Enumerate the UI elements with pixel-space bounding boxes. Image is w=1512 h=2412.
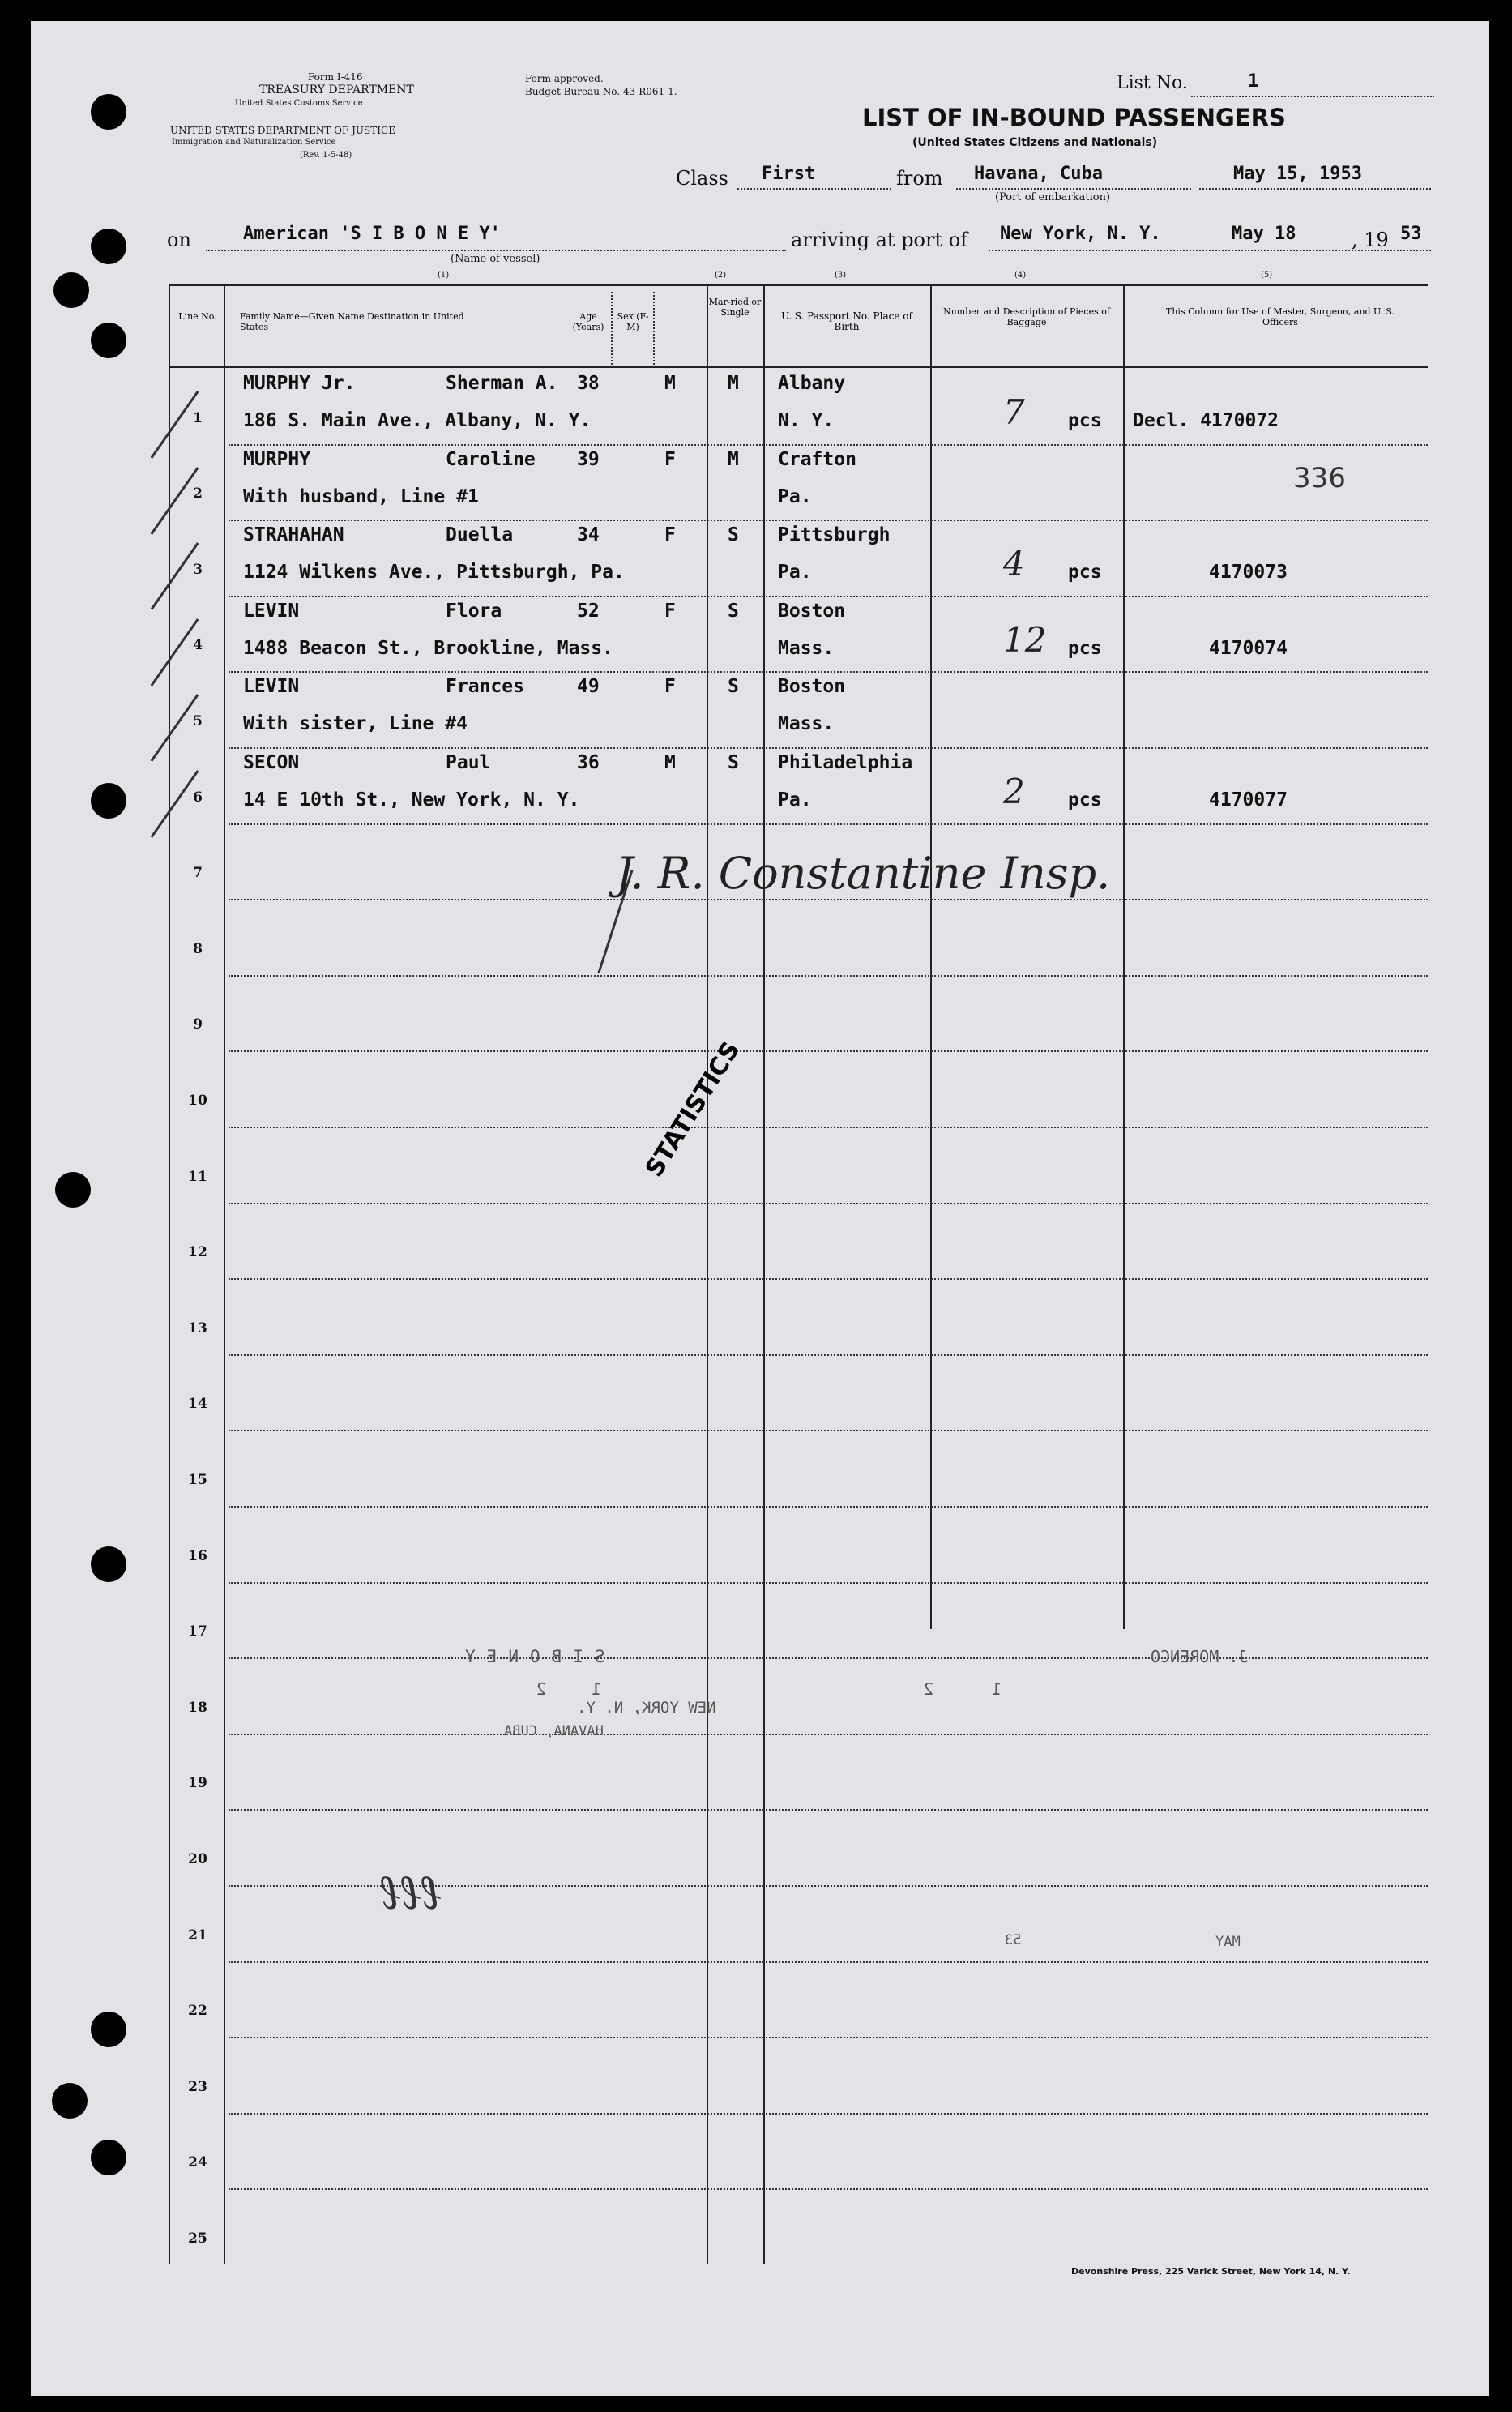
row-rule (229, 2113, 1428, 2115)
col-num-2: (2) (715, 271, 727, 280)
bleed-year: 53 (1005, 1932, 1022, 1948)
line-number: 16 (188, 1547, 207, 1564)
baggage-unit: pcs (1068, 789, 1102, 810)
marital-status: S (728, 752, 739, 773)
header-line-no: Line No. (178, 311, 217, 322)
family-name: LEVIN (243, 676, 300, 698)
birthplace-state: Mass. (778, 637, 835, 659)
port-embark-caption: (Port of embarkation) (995, 191, 1111, 203)
header-married: Mar-ried or Single (708, 297, 762, 318)
row-rule (229, 975, 1428, 977)
bleed-signature: ℓℓℓ (381, 1864, 442, 1921)
line-number: 6 (193, 789, 203, 806)
birthplace-city: Philadelphia (778, 752, 913, 773)
line-number: 2 (193, 485, 203, 502)
date-rule (1199, 188, 1431, 190)
col-divider-married-left (707, 284, 708, 2264)
given-name: Duella (446, 524, 514, 546)
line-number: 11 (188, 1168, 207, 1185)
baggage-count: 12 (1003, 619, 1047, 660)
row-rule (229, 1354, 1428, 1356)
punch-hole (91, 1546, 126, 1582)
sex: F (664, 600, 676, 622)
line-number: 14 (188, 1396, 207, 1413)
baggage-unit: pcs (1068, 562, 1102, 584)
given-name: Sherman A. (446, 373, 558, 394)
sex: F (664, 676, 676, 698)
bleed-vessel: SIBONEY (454, 1647, 605, 1666)
row-rule (229, 1278, 1428, 1280)
officer-note: 336 (1293, 461, 1346, 494)
age: 49 (577, 676, 600, 698)
row-rule (229, 671, 1428, 673)
treasury-dept: TREASURY DEPARTMENT (259, 83, 414, 96)
row-rule (229, 1050, 1428, 1052)
row-rule (229, 1506, 1428, 1508)
class-value: First (762, 164, 816, 184)
sex: M (664, 373, 676, 394)
baggage-unit: pcs (1068, 410, 1102, 431)
destination: With sister, Line #4 (243, 713, 468, 735)
baggage-count: 4 (1003, 544, 1025, 584)
age: 34 (577, 524, 600, 546)
destination: With husband, Line #1 (243, 485, 479, 507)
col-divider-married-right (763, 284, 765, 2264)
line-number: 20 (188, 1851, 207, 1867)
given-name: Paul (446, 752, 491, 773)
header-officers: This Column for Use of Master, Surgeon, and U. S. Officers (1166, 306, 1395, 327)
row-rule (229, 1127, 1428, 1128)
row-rule (229, 1430, 1428, 1431)
form-rev: (Rev. 1-5-48) (300, 151, 352, 160)
class-rule (737, 188, 891, 190)
form-approved: Form approved. (525, 73, 604, 84)
statistics-stamp: STATISTICS (640, 1037, 746, 1182)
birthplace-state: Pa. (778, 562, 812, 584)
birthplace-city: Boston (778, 676, 846, 698)
arriving-label: arriving at port of (791, 229, 968, 251)
arrival-date: May 18 (1232, 224, 1296, 244)
line-number: 23 (188, 2078, 207, 2095)
age: 36 (577, 752, 600, 773)
officer-note: 4170073 (1209, 562, 1288, 584)
header-sex: Sex (F-M) (617, 311, 649, 332)
row-rule (229, 823, 1428, 825)
sex: F (664, 448, 676, 470)
family-name: SECON (243, 752, 300, 773)
family-name: STRAHAHAN (243, 524, 344, 546)
col-divider-passport (930, 284, 932, 1629)
bleed-port: NEW YORK, N. Y. (577, 1699, 716, 1717)
sex: F (664, 524, 676, 546)
line-number: 17 (188, 1623, 207, 1640)
age: 52 (577, 600, 600, 622)
marital-status: S (728, 676, 739, 698)
depart-date: May 15, 1953 (1233, 164, 1362, 184)
line-number: 13 (188, 1319, 207, 1336)
punch-hole (91, 2012, 126, 2047)
marital-status: S (728, 524, 739, 546)
birthplace-state: Mass. (778, 713, 835, 735)
officer-note: Decl. 4170072 (1133, 410, 1279, 431)
officer-note: 4170077 (1209, 789, 1288, 810)
line-number: 7 (193, 865, 203, 882)
given-name: Flora (446, 600, 502, 622)
header-age: Age (Years) (572, 311, 604, 332)
family-name: LEVIN (243, 600, 300, 622)
form-number: Form I-416 (308, 71, 363, 83)
arrival-port: New York, N. Y. (1000, 224, 1161, 244)
table-top-rule (169, 284, 1428, 286)
bleed-nums-left: 1 2 (519, 1679, 602, 1699)
bleed-nums-right: 1 2 (899, 1679, 1002, 1699)
marital-status: M (728, 373, 739, 394)
header-name: Family Name—Given Name Destination in United States (240, 311, 464, 332)
family-name: MURPHY Jr. (243, 373, 356, 394)
destination: 186 S. Main Ave., Albany, N. Y. (243, 410, 592, 431)
from-value: Havana, Cuba (974, 164, 1103, 184)
punch-hole (91, 323, 126, 358)
row-rule (229, 596, 1428, 597)
customs-service: United States Customs Service (235, 99, 363, 108)
line-number: 25 (188, 2230, 207, 2247)
row-rule (229, 520, 1428, 521)
row-rule (229, 1961, 1428, 1963)
age: 38 (577, 373, 600, 394)
baggage-unit: pcs (1068, 637, 1102, 659)
birthplace-state: N. Y. (778, 410, 835, 431)
line-number: 24 (188, 2154, 207, 2171)
baggage-count: 7 (1003, 392, 1025, 432)
birthplace-state: Pa. (778, 485, 812, 507)
col-divider-baggage (1123, 284, 1125, 1629)
punch-hole (91, 783, 126, 819)
list-no-rule (1191, 96, 1434, 97)
punch-hole (91, 2140, 126, 2175)
line-number: 15 (188, 1472, 207, 1488)
birthplace-city: Pittsburgh (778, 524, 891, 546)
arrival-year-prefix: , 19 (1352, 229, 1389, 251)
row-rule (229, 899, 1428, 900)
budget-bureau: Budget Bureau No. 43-R061-1. (525, 86, 677, 97)
destination: 1124 Wilkens Ave., Pittsburgh, Pa. (243, 562, 625, 584)
punch-hole (55, 1172, 91, 1208)
col-num-5: (5) (1261, 271, 1273, 280)
row-rule (229, 1582, 1428, 1584)
marital-status: S (728, 600, 739, 622)
row-rule (229, 1734, 1428, 1735)
age: 39 (577, 448, 600, 470)
birthplace-city: Boston (778, 600, 846, 622)
officer-note: 4170074 (1209, 637, 1288, 659)
birthplace-city: Albany (778, 373, 846, 394)
line-number: 9 (193, 1016, 203, 1033)
punch-hole (52, 2083, 88, 2119)
bleed-havana: HAVANA, CUBA (504, 1723, 604, 1739)
line-number: 3 (193, 561, 203, 578)
from-rule (956, 188, 1191, 190)
class-label: Class (676, 167, 728, 190)
family-name: MURPHY (243, 448, 311, 470)
table-header-rule (169, 366, 1428, 368)
line-number: 18 (188, 1699, 207, 1716)
marital-status: M (728, 448, 739, 470)
arrival-rule (989, 250, 1431, 251)
justice-dept: UNITED STATES DEPARTMENT OF JUSTICE (170, 125, 395, 136)
punch-hole (53, 272, 89, 308)
header-baggage: Number and Description of Pieces of Baggage (943, 306, 1110, 327)
line-number: 12 (188, 1244, 207, 1261)
line-number: 19 (188, 1775, 207, 1792)
col-num-1: (1) (438, 271, 450, 280)
row-rule (229, 747, 1428, 749)
list-no-value: 1 (1248, 71, 1259, 92)
line-number: 1 (193, 409, 203, 426)
birthplace-state: Pa. (778, 789, 812, 810)
punch-hole (91, 94, 126, 130)
ins-service: Immigration and Naturalization Service (172, 138, 336, 147)
line-number: 21 (188, 1927, 207, 1944)
line-number: 4 (193, 637, 203, 654)
punch-hole (91, 229, 126, 264)
inspector-signature: J. R. Constantine Insp. (616, 848, 1111, 899)
arrival-year: 53 (1400, 224, 1422, 244)
from-label: from (896, 167, 943, 190)
destination: 1488 Beacon St., Brookline, Mass. (243, 637, 613, 659)
col-num-3: (3) (835, 271, 847, 280)
line-number: 22 (188, 2003, 207, 2020)
row-rule (229, 1809, 1428, 1811)
baggage-count: 2 (1003, 772, 1025, 811)
list-no-label: List No. (1117, 73, 1188, 93)
birthplace-city: Crafton (778, 448, 856, 470)
row-rule (229, 1203, 1428, 1204)
vessel-rule (206, 250, 786, 251)
given-name: Frances (446, 676, 524, 698)
vessel-name: American 'S I B O N E Y' (243, 224, 501, 244)
sex: M (664, 752, 676, 773)
bleed-master: J. MORENCO (1151, 1647, 1249, 1666)
col-divider-line (224, 284, 225, 2264)
col-divider-sex (653, 292, 655, 365)
destination: 14 E 10th St., New York, N. Y. (243, 789, 580, 810)
row-rule (229, 444, 1428, 446)
given-name: Caroline (446, 448, 536, 470)
line-number: 10 (188, 1093, 207, 1109)
line-number: 8 (193, 940, 203, 957)
page-title: LIST OF IN-BOUND PASSENGERS (862, 104, 1286, 131)
header-passport: U. S. Passport No. Place of Birth (781, 310, 912, 332)
col-num-4: (4) (1014, 271, 1027, 280)
page-subtitle: (United States Citizens and Nationals) (912, 136, 1158, 149)
on-label: on (167, 229, 191, 251)
vessel-caption: (Name of vessel) (451, 253, 540, 265)
line-number: 5 (193, 713, 203, 729)
printer-footer: Devonshire Press, 225 Varick Street, New York 14, N. Y. (1071, 2266, 1351, 2277)
bleed-month: MAY (1215, 1934, 1241, 1950)
row-rule (229, 2037, 1428, 2038)
row-rule (229, 2188, 1428, 2190)
